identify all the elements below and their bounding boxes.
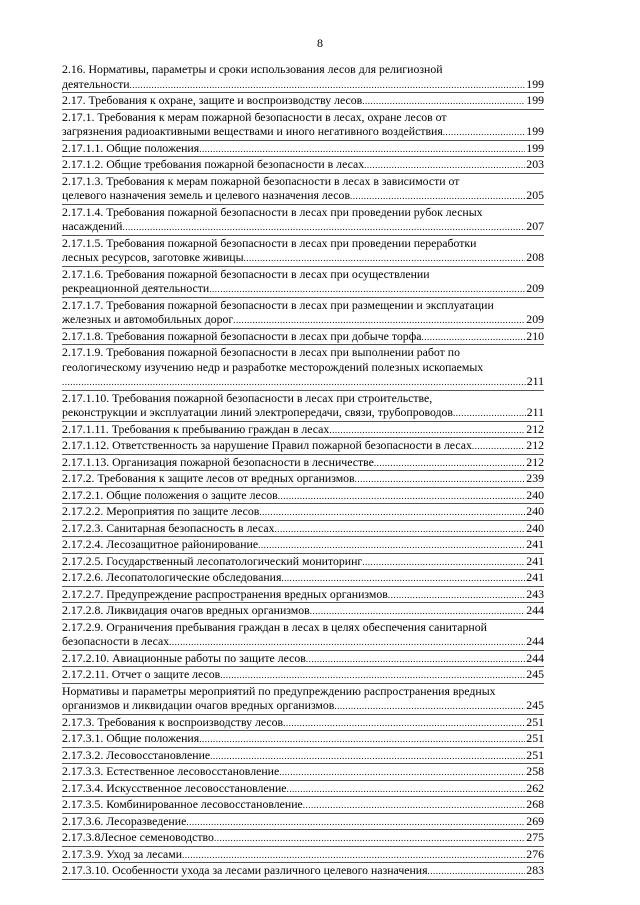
toc-page-number: 199 <box>526 76 544 91</box>
toc-entry-line <box>62 471 544 487</box>
toc-entry-line <box>62 814 544 830</box>
toc-entry-line <box>62 634 544 650</box>
toc-entry-line <box>62 570 544 586</box>
dot-leader <box>123 220 526 235</box>
toc-entry[interactable] <box>62 62 544 93</box>
toc-entry[interactable] <box>62 422 544 439</box>
toc-entry[interactable] <box>62 603 544 620</box>
toc-entry-title: 2.17.1. Требования к мерам пожарной безопасности в лесах, охране лесов от <box>62 109 447 124</box>
toc-entry-line <box>62 554 544 570</box>
toc-entry-line <box>62 748 544 764</box>
toc-entry-title: Нормативы и параметры мероприятий по предупреждению распространения вредных <box>62 683 496 698</box>
dot-leader <box>334 699 525 714</box>
toc-page-number: 240 <box>526 504 544 518</box>
toc-entry-title: 2.17.2.4. Лесозащитное районирование <box>62 537 259 551</box>
toc-entry-title: 2.17. Требования к охране, защите и воспроизводству лесов <box>62 93 363 107</box>
toc-entry-title: 2.17.2.5. Государственный лесопатологический мониторинг <box>62 553 363 568</box>
toc-page-number: 244 <box>526 634 544 648</box>
toc-entry-line <box>62 405 544 421</box>
toc-entry-line <box>62 205 544 220</box>
dot-leader <box>199 142 525 157</box>
toc-entry[interactable] <box>62 667 544 684</box>
toc-entry[interactable] <box>62 847 544 864</box>
toc-entry-title: железных и автомобильных дорог <box>62 312 234 326</box>
toc-entry-title: 2.17.1.6. Требования пожарной безопасности в лесах при осуществлении <box>62 266 430 281</box>
toc-entry[interactable] <box>62 715 544 732</box>
toc-entry-line <box>62 587 544 603</box>
toc-page-number: 244 <box>526 650 544 665</box>
toc-entry[interactable] <box>62 830 544 847</box>
dot-leader <box>259 505 525 520</box>
toc-page-number: 207 <box>526 219 544 233</box>
toc-page-number: 199 <box>526 124 544 138</box>
toc-page-number: 210 <box>526 328 544 343</box>
toc-entry-title: 2.17.3.2. Лесовосстановление <box>62 747 211 762</box>
toc-entry[interactable] <box>62 471 544 488</box>
toc-page-number: 240 <box>526 487 544 502</box>
toc-entry[interactable] <box>62 764 544 781</box>
dot-leader <box>62 375 526 390</box>
toc-entry-title: лесных ресурсов, заготовке живицы <box>62 250 244 264</box>
toc-entry-title: 2.17.1.8. Требования пожарной безопасности в лесах при добыче торфа <box>62 328 422 343</box>
toc-entry-line <box>62 830 544 846</box>
page-number: 8 <box>317 36 323 50</box>
toc-entry[interactable] <box>62 587 544 604</box>
toc-entry-title: 2.17.2.2. Мероприятия по защите лесов <box>62 504 260 518</box>
toc-entry-line <box>62 77 544 93</box>
dot-leader <box>233 313 525 328</box>
toc-entry-title: 2.17.1.12. Ответственность за нарушение Правил пожарной безопасности в лесах <box>62 438 472 452</box>
toc-entry-line <box>62 219 544 235</box>
dot-leader <box>182 848 525 863</box>
toc-entry-title: 2.17.3.8Лесное семеноводство <box>62 830 214 844</box>
toc-entry[interactable] <box>62 651 544 668</box>
toc-entry-title: 2.17.2.7. Предупреждение распространения вредных организмов <box>62 586 388 601</box>
toc-entry[interactable] <box>62 298 544 329</box>
toc-entry[interactable] <box>62 93 544 110</box>
toc-entry-line <box>62 620 544 635</box>
toc-entry-line <box>62 422 544 438</box>
toc-page-number: 212 <box>526 438 544 452</box>
toc-entry-title: целевого назначения земель и целевого назначения лесов <box>62 188 351 202</box>
toc-entry-title: 2.17.1.4. Требования пожарной безопасности в лесах при проведении рубок лесных <box>62 204 483 219</box>
toc-entry[interactable] <box>62 267 544 298</box>
dot-leader <box>374 456 525 471</box>
toc-page-number: 262 <box>526 780 544 795</box>
toc-entry-title: 2.17.1.13. Организация пожарной безопасности в лесничестве <box>62 454 374 469</box>
toc-entry-title: 2.16. Нормативы, параметры и сроки использования лесов для религиозной <box>62 62 443 76</box>
toc-entry[interactable] <box>62 504 544 521</box>
dot-leader <box>275 522 526 537</box>
dot-leader <box>281 571 525 586</box>
toc-page-number: 203 <box>526 157 544 171</box>
toc-entry[interactable] <box>62 620 544 651</box>
toc-entry-line <box>62 141 544 157</box>
toc-entry[interactable] <box>62 521 544 538</box>
toc-entry-line <box>62 438 544 454</box>
toc-entry[interactable] <box>62 814 544 831</box>
toc-entry-title: 2.17.3.5. Комбинированное лесовосстановление <box>62 797 303 811</box>
toc-entry[interactable] <box>62 110 544 141</box>
toc-entry-line <box>62 374 544 390</box>
dot-leader <box>362 555 525 570</box>
toc-entry-title: 2.17.2.6. Лесопатологические обследования <box>62 570 282 584</box>
dot-leader <box>443 125 526 140</box>
toc-entry[interactable] <box>62 205 544 236</box>
dot-leader <box>244 251 526 266</box>
toc-entry-title: 2.17.1.7. Требования пожарной безопасности в лесах при размещении и эксплуатации <box>62 297 494 312</box>
toc-page-number: 245 <box>526 667 544 681</box>
toc-page-number: 241 <box>526 553 544 568</box>
toc-entry[interactable] <box>62 157 544 174</box>
toc-page-number: 208 <box>526 250 544 264</box>
toc-entry-title: 2.17.2.3. Санитарная безопасность в лесах <box>62 520 275 535</box>
toc-entry-title: 2.17.2.8. Ликвидация очагов вредных организмов <box>62 603 310 617</box>
toc-entry-title: 2.17.1.2. Общие требования пожарной безопасности в лесах <box>62 157 365 171</box>
dot-leader <box>350 189 525 204</box>
toc-entry-line <box>62 124 544 140</box>
toc-page-number: 241 <box>526 570 544 584</box>
toc-entry-line <box>62 731 544 747</box>
toc-entry-title: 2.17.3.3. Естественное лесовосстановление <box>62 764 280 778</box>
toc-page-number: 251 <box>526 714 544 729</box>
toc-page-number: 205 <box>526 188 544 202</box>
toc-entry-line <box>62 93 544 109</box>
toc-entry-line <box>62 797 544 813</box>
dot-leader <box>214 831 525 846</box>
toc-entry-line <box>62 236 544 251</box>
toc-entry-title: 2.17.1.3. Требования к мерам пожарной безопасности в лесах в зависимости от <box>62 173 460 188</box>
toc-entry-line <box>62 667 544 683</box>
toc-entry-line <box>62 157 544 173</box>
dot-leader <box>428 864 526 879</box>
dot-leader <box>310 604 526 619</box>
toc-entry-title: 2.17.3.9. Уход за лесами <box>62 846 183 861</box>
toc-entry-title: 2.17.1.9. Требования пожарной безопасности в лесах при выполнении работ по <box>62 345 460 359</box>
toc-entry-line <box>62 329 544 345</box>
dot-leader <box>130 78 526 93</box>
dot-leader <box>355 472 526 487</box>
toc-entry-line <box>62 698 544 714</box>
dot-leader <box>279 765 525 780</box>
toc-entry-line <box>62 603 544 619</box>
toc-entry-line <box>62 62 544 77</box>
dot-leader <box>306 652 525 667</box>
toc-page-number: 211 <box>526 405 544 419</box>
toc-entry-title: геологическому изучению недр и разработке месторождений полезных ископаемых <box>62 359 484 374</box>
toc-entry-title: 2.17.2.9. Ограничения пребывания граждан в лесах в целях обеспечения санитарной <box>62 619 487 634</box>
toc-entry[interactable] <box>62 438 544 455</box>
toc-entry-line <box>62 298 544 313</box>
dot-leader <box>329 423 525 438</box>
toc-entry-line <box>62 174 544 189</box>
toc-entry-title: 2.17.1.11. Требования к пребыванию граждан в лесах <box>62 421 330 436</box>
table-of-contents <box>62 62 544 880</box>
toc-entry-line <box>62 684 544 699</box>
dot-leader <box>169 635 525 650</box>
toc-entry-line <box>62 521 544 537</box>
toc-entry-title: 2.17.2.11. Отчет о защите лесов <box>62 667 221 681</box>
toc-page-number: 258 <box>526 764 544 778</box>
toc-entry-title: деятельности <box>62 76 130 91</box>
toc-entry-line <box>62 267 544 282</box>
dot-leader <box>186 815 525 830</box>
toc-entry-title: насаждений <box>62 219 123 233</box>
toc-entry-line <box>62 781 544 797</box>
dot-leader <box>453 406 526 421</box>
toc-entry-line <box>62 391 544 406</box>
toc-entry-title: реконструкции и эксплуатации линий электропередачи, связи, трубопроводов <box>62 405 454 419</box>
toc-entry[interactable] <box>62 537 544 554</box>
toc-entry[interactable] <box>62 488 544 505</box>
toc-entry[interactable] <box>62 174 544 205</box>
toc-page-number: 240 <box>526 520 544 535</box>
dot-leader <box>278 489 526 504</box>
dot-leader <box>422 330 526 345</box>
toc-page-number: 275 <box>526 830 544 844</box>
toc-page-number: 212 <box>526 454 544 469</box>
toc-entry[interactable] <box>62 554 544 571</box>
toc-entry[interactable] <box>62 731 544 748</box>
toc-entry-line <box>62 188 544 204</box>
toc-page-number: 209 <box>526 312 544 326</box>
toc-entry[interactable] <box>62 329 544 346</box>
toc-page-number: 283 <box>526 863 544 877</box>
toc-entry[interactable] <box>62 455 544 472</box>
toc-entry-line <box>62 345 544 360</box>
toc-entry-title: 2.17.3.10. Особенности ухода за лесами различного целевого назначения <box>62 863 428 877</box>
toc-page-number: 209 <box>526 281 544 295</box>
toc-page-number: 251 <box>526 747 544 762</box>
toc-page-number: 212 <box>526 421 544 436</box>
dot-leader <box>362 94 525 109</box>
dot-leader <box>210 749 525 764</box>
toc-entry-title: загрязнения радиоактивными веществами и иного негативного воздействия <box>62 124 443 138</box>
dot-leader <box>209 282 525 297</box>
toc-entry[interactable] <box>62 345 544 391</box>
dot-leader <box>283 716 525 731</box>
toc-page-number: 268 <box>526 797 544 811</box>
toc-entry-title: 2.17.3.4. Искусственное лесовосстановление <box>62 780 287 795</box>
dot-leader <box>199 732 525 747</box>
toc-entry[interactable] <box>62 748 544 765</box>
toc-page-number: 269 <box>526 813 544 828</box>
toc-entry-title: 2.17.1.5. Требования пожарной безопасности в лесах при проведении переработки <box>62 235 477 250</box>
toc-page-number: 199 <box>526 140 544 155</box>
toc-page-number: 251 <box>526 731 544 745</box>
toc-entry-title: 2.17.2.10. Авиационные работы по защите лесов <box>62 650 306 665</box>
toc-entry[interactable] <box>62 570 544 587</box>
toc-entry[interactable] <box>62 781 544 798</box>
dot-leader <box>388 588 525 603</box>
toc-entry[interactable] <box>62 141 544 158</box>
toc-entry-title: 2.17.1.1. Общие положения <box>62 140 200 155</box>
toc-entry-line <box>62 250 544 266</box>
dot-leader <box>303 798 526 813</box>
toc-page-number: 241 <box>526 537 544 551</box>
toc-entry[interactable] <box>62 236 544 267</box>
toc-entry-title: 2.17.3.6. Лесоразведение <box>62 813 187 828</box>
toc-entry-title: безопасности в лесах <box>62 634 170 648</box>
toc-entry-title: 2.17.3.1. Общие положения <box>62 731 200 745</box>
toc-entry-title: рекреационной деятельности <box>62 281 210 295</box>
toc-entry-line <box>62 455 544 471</box>
dot-leader <box>364 158 525 173</box>
toc-page-number: 244 <box>526 603 544 617</box>
toc-entry-line <box>62 488 544 504</box>
toc-page-number: 211 <box>526 374 544 388</box>
toc-entry-title: 2.17.2.1. Общие положения о защите лесов <box>62 487 278 502</box>
toc-page-number: 199 <box>526 93 544 107</box>
toc-entry-title: 2.17.1.10. Требования пожарной безопасности в лесах при строительстве, <box>62 390 433 405</box>
toc-entry-line <box>62 847 544 863</box>
toc-entry[interactable] <box>62 391 544 422</box>
toc-entry-title: 2.17.3. Требования к воспроизводству лесов <box>62 714 284 729</box>
toc-entry[interactable] <box>62 863 544 880</box>
toc-entry-line <box>62 863 544 879</box>
toc-entry-line <box>62 504 544 520</box>
toc-entry[interactable] <box>62 797 544 814</box>
toc-entry-line <box>62 360 544 375</box>
toc-page-number: 245 <box>526 698 544 712</box>
toc-entry-line <box>62 651 544 667</box>
toc-entry-line <box>62 312 544 328</box>
dot-leader <box>258 538 525 553</box>
toc-entry-title: организмов и ликвидации очагов вредных организмов <box>62 698 335 712</box>
toc-entry-line <box>62 537 544 553</box>
dot-leader <box>220 668 525 683</box>
toc-entry-line <box>62 281 544 297</box>
toc-entry-line <box>62 764 544 780</box>
dot-leader <box>287 782 526 797</box>
toc-page-number: 239 <box>526 471 544 485</box>
toc-entry-line <box>62 715 544 731</box>
toc-entry-line <box>62 110 544 125</box>
toc-page-number: 276 <box>526 846 544 861</box>
toc-entry-title: 2.17.2. Требования к защите лесов от вредных организмов <box>62 471 355 485</box>
dot-leader <box>472 439 525 454</box>
toc-page-number: 243 <box>526 586 544 601</box>
toc-entry[interactable] <box>62 684 544 715</box>
